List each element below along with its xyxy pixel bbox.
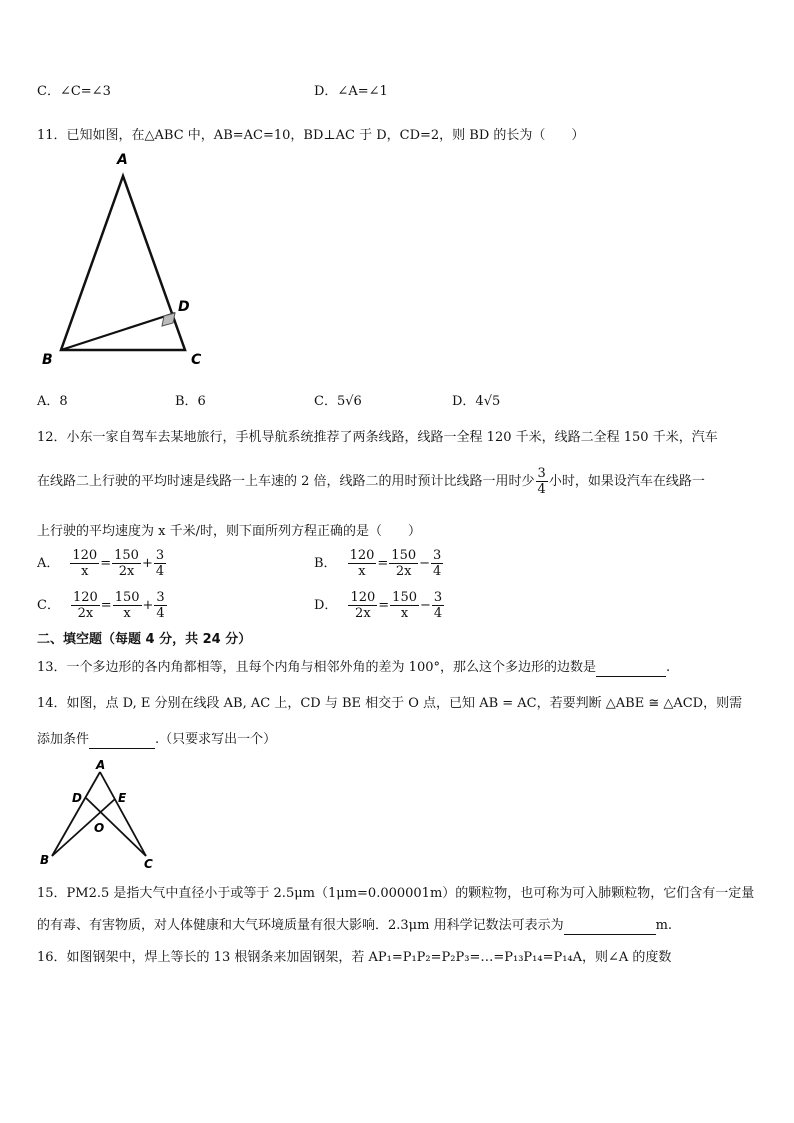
q11-option-b: B．6 xyxy=(175,394,206,409)
q10-option-d: D．∠A=∠1 xyxy=(314,84,388,99)
q15-line2-post: m. xyxy=(655,918,673,933)
q14-line2-pre: 添加条件 xyxy=(37,732,90,747)
label-a: A xyxy=(96,758,106,772)
q11-option-a: A．8 xyxy=(37,394,68,409)
label-o: O xyxy=(94,821,105,835)
label-a: A xyxy=(117,152,128,168)
q14-line2-post: .（只要求写出一个） xyxy=(155,732,277,747)
label-c: C xyxy=(144,857,153,871)
label-b: B xyxy=(42,352,53,368)
equals-sign: = xyxy=(100,555,112,571)
segment-ac xyxy=(100,772,146,856)
fraction: $\frac{120}{2x}$ xyxy=(72,590,98,621)
q14-figure xyxy=(36,756,166,872)
q12-frac-num: 3 xyxy=(537,466,546,481)
q12-line2-post: 小时，如果设汽车在线路一 xyxy=(548,473,705,489)
option-letter: B． xyxy=(314,555,337,571)
q12-frac-den: 4 xyxy=(537,482,546,497)
option-letter: C． xyxy=(37,597,60,613)
q16-text: 16．如图钢架中，焊上等长的 13 根钢条来加固钢架，若 AP₁=P₁P₂=P₂P₃=…=P₁₃P₁₄=P₁₄A，则∠A 的度数 xyxy=(37,950,672,965)
segment-bd xyxy=(61,313,175,350)
q13-text: 13．一个多边形的各内角都相等，且每个内角与相邻外角的差为 100°，那么这个多边形的边数是 xyxy=(37,660,596,675)
right-angle-mark xyxy=(162,313,175,326)
option-letter: A． xyxy=(37,555,60,571)
q12-option-d xyxy=(314,590,445,621)
segment-be xyxy=(52,799,115,856)
q13-answer-blank[interactable] xyxy=(596,660,666,677)
fraction: $\frac{3}{4}$ xyxy=(433,590,443,621)
q12-option-a xyxy=(37,548,167,579)
section-fill-in-header: 二、填空题（每题 4 分，共 24 分） xyxy=(37,632,252,647)
label-d: D xyxy=(178,299,190,315)
fraction: $\frac{150}{x}$ xyxy=(114,590,140,621)
q12-line1: 12．小东一家自驾车去某地旅行，手机导航系统推荐了两条线路，线路一全程 120 千米，线路二全程 150 千米，汽车 xyxy=(37,430,718,445)
equals-sign: = xyxy=(377,555,389,571)
q12-line3: 上行驶的平均速度为 x 千米/时，则下面所列方程正确的是（ ） xyxy=(37,524,421,539)
q15-answer-blank[interactable] xyxy=(564,918,656,935)
fraction: $\frac{120}{x}$ xyxy=(349,548,375,579)
equals-sign: = xyxy=(378,597,390,613)
q15-line2 xyxy=(37,918,672,935)
label-d: D xyxy=(72,791,82,805)
operator: + xyxy=(142,597,154,613)
fraction: $\frac{3}{4}$ xyxy=(155,548,165,579)
label-e: E xyxy=(118,791,127,805)
q10-option-c: C．∠C=∠3 xyxy=(37,84,111,99)
operator: + xyxy=(141,555,153,571)
operator: − xyxy=(420,597,431,613)
q12-fraction xyxy=(536,466,548,497)
q11-triangle-figure xyxy=(30,148,220,370)
q13 xyxy=(37,660,670,677)
q13-post: . xyxy=(666,660,671,675)
equals-sign: = xyxy=(100,597,112,613)
q12-option-b xyxy=(314,548,444,579)
q11-stem: 11．已知如图，在△ABC 中，AB=AC=10，BD⊥AC 于 D，CD=2，则 BD 的长为（ ） xyxy=(37,128,585,143)
q15-line1: 15．PM2.5 是指大气中直径小于或等于 2.5μm（1μm=0.000001m）的颗粒物，也可称为可入肺颗粒物，它们含有一定量 xyxy=(37,886,755,901)
option-letter: D． xyxy=(314,597,338,613)
operator: − xyxy=(419,555,431,571)
fraction: $\frac{3}{4}$ xyxy=(156,590,165,621)
q11-option-d: D．4√5 xyxy=(452,394,501,409)
q14-line1: 14．如图，点 D, E 分别在线段 AB, AC 上，CD 与 BE 相交于 O 点，已知 AB = AC，若要判断 △ABE ≅ △ACD，则需 xyxy=(37,696,743,711)
q12-line2-pre: 在线路二上行驶的平均时速是线路一上车速的 2 倍，线路二的用时预计比线路一用时少 xyxy=(37,473,535,489)
q15-line2-pre: 的有毒、有害物质，对人体健康和大气环境质量有很大影响．2.3μm 用科学记数法可表示为 xyxy=(37,918,564,933)
label-b: B xyxy=(40,853,50,867)
q12-line2 xyxy=(37,466,705,497)
fraction: $\frac{150}{2x}$ xyxy=(391,548,417,579)
fraction: $\frac{150}{2x}$ xyxy=(114,548,139,579)
q14-line2 xyxy=(37,732,276,749)
fraction: $\frac{120}{2x}$ xyxy=(350,590,376,621)
q11-option-c: C．5√6 xyxy=(314,394,362,409)
fraction: $\frac{120}{x}$ xyxy=(72,548,98,579)
q12-option-c xyxy=(37,590,168,621)
segment-ab xyxy=(52,772,100,856)
label-c: C xyxy=(191,352,202,368)
fraction: $\frac{150}{x}$ xyxy=(392,590,417,621)
fraction: $\frac{3}{4}$ xyxy=(433,548,442,579)
q14-answer-blank[interactable] xyxy=(89,732,155,749)
